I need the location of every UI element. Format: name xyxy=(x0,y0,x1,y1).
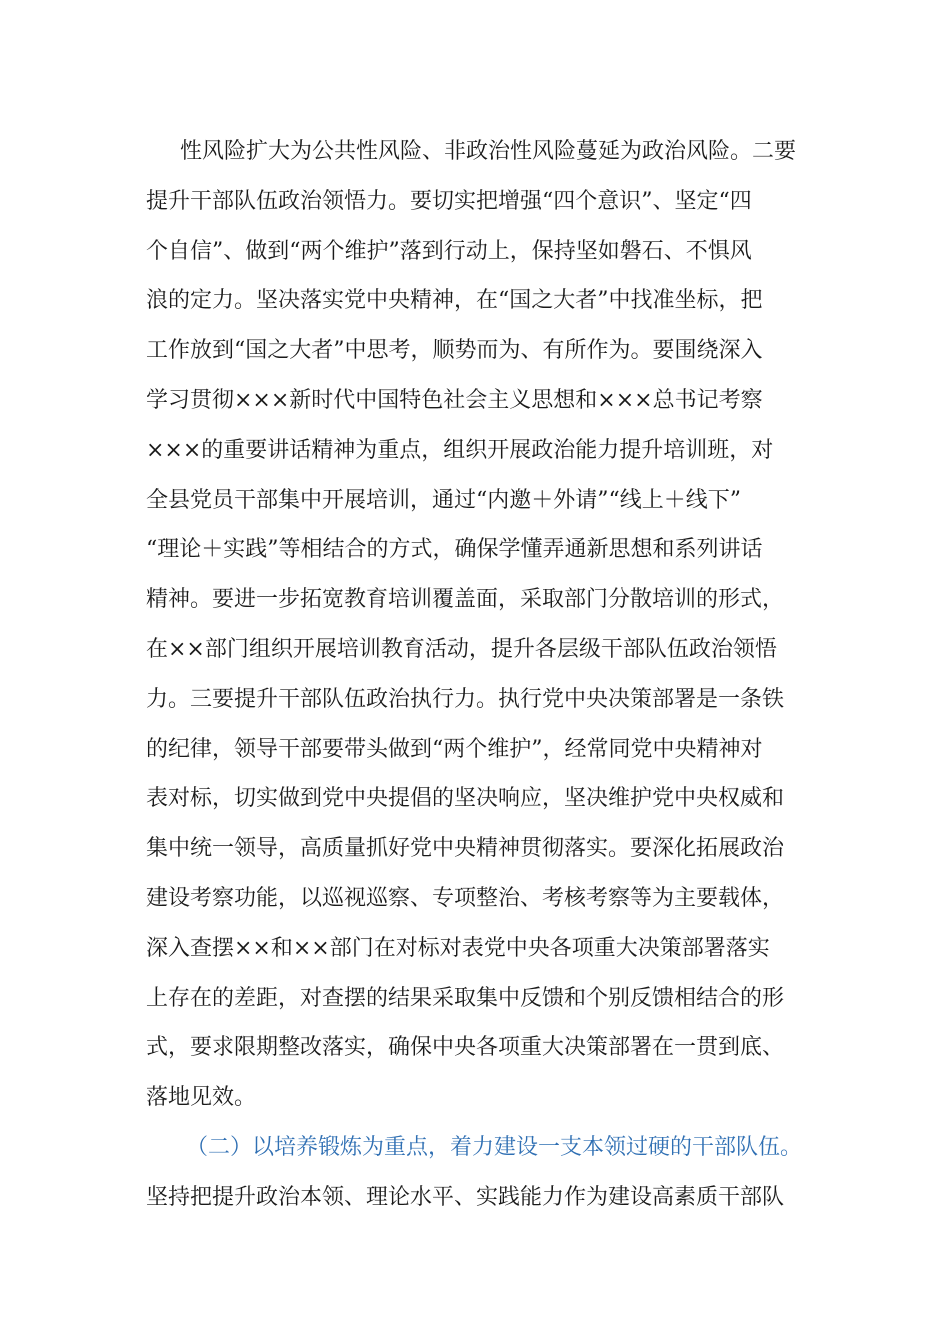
section-heading: （二）以培养锻炼为重点，着力建设一支本领过硬的干部队伍。 xyxy=(186,1134,803,1160)
paragraph-line: 性风险扩大为公共性风险、非政治性风险蔓延为政治风险。二要 xyxy=(180,139,797,164)
paragraph-line: 深入查摆××和××部门在对标对表党中央各项重大决策部署落实 xyxy=(146,935,770,961)
paragraph-line: 坚持把提升政治本领、理论水平、实践能力作为建设高素质干部队 xyxy=(146,1184,785,1210)
paragraph-line: “理论＋实践”等相结合的方式，确保学懂弄通新思想和系列讲话 xyxy=(146,537,763,563)
paragraph-line: 上存在的差距，对查摆的结果采取集中反馈和个别反馈相结合的形 xyxy=(146,985,785,1011)
paragraph-line: 建设考察功能，以巡视巡察、专项整治、考核考察等为主要载体， xyxy=(146,885,785,911)
paragraph-line: 学习贯彻×××新时代中国特色社会主义思想和×××总书记考察 xyxy=(146,387,763,413)
paragraph-line: 的纪律，领导干部要带头做到“两个维护”，经常同党中央精神对 xyxy=(146,736,763,762)
paragraph-line: 提升干部队伍政治领悟力。要切实把增强“四个意识”、坚定“四 xyxy=(146,188,752,214)
paragraph-line: 全县党员干部集中开展培训，通过“内邀＋外请”“线上＋线下” xyxy=(146,487,741,513)
paragraph-line: 工作放到“国之大者”中思考，顺势而为、有所作为。要围绕深入 xyxy=(146,338,763,364)
paragraph-line: 落地见效。 xyxy=(146,1085,257,1111)
paragraph-line: 个自信”、做到“两个维护”落到行动上，保持坚如磐石、不惧风 xyxy=(146,238,752,264)
paragraph-line: 浪的定力。坚决落实党中央精神，在“国之大者”中找准坐标，把 xyxy=(146,288,763,314)
paragraph-line: 在××部门组织开展培训教育活动，提升各层级干部队伍政治领悟 xyxy=(146,636,777,662)
paragraph-line: ×××的重要讲话精神为重点，组织开展政治能力提升培训班，对 xyxy=(146,437,774,463)
document-body xyxy=(146,132,806,1228)
paragraph-line: 力。三要提升干部队伍政治执行力。执行党中央决策部署是一条铁 xyxy=(146,686,785,712)
paragraph-line: 表对标，切实做到党中央提倡的坚决响应，坚决维护党中央权威和 xyxy=(146,786,785,812)
paragraph-line: 精神。要进一步拓宽教育培训覆盖面，采取部门分散培训的形式， xyxy=(146,587,785,613)
paragraph-line: 集中统一领导，高质量抓好党中央精神贯彻落实。要深化拓展政治 xyxy=(146,836,785,862)
paragraph-line: 式，要求限期整改落实，确保中央各项重大决策部署在一贯到底、 xyxy=(146,1035,785,1061)
